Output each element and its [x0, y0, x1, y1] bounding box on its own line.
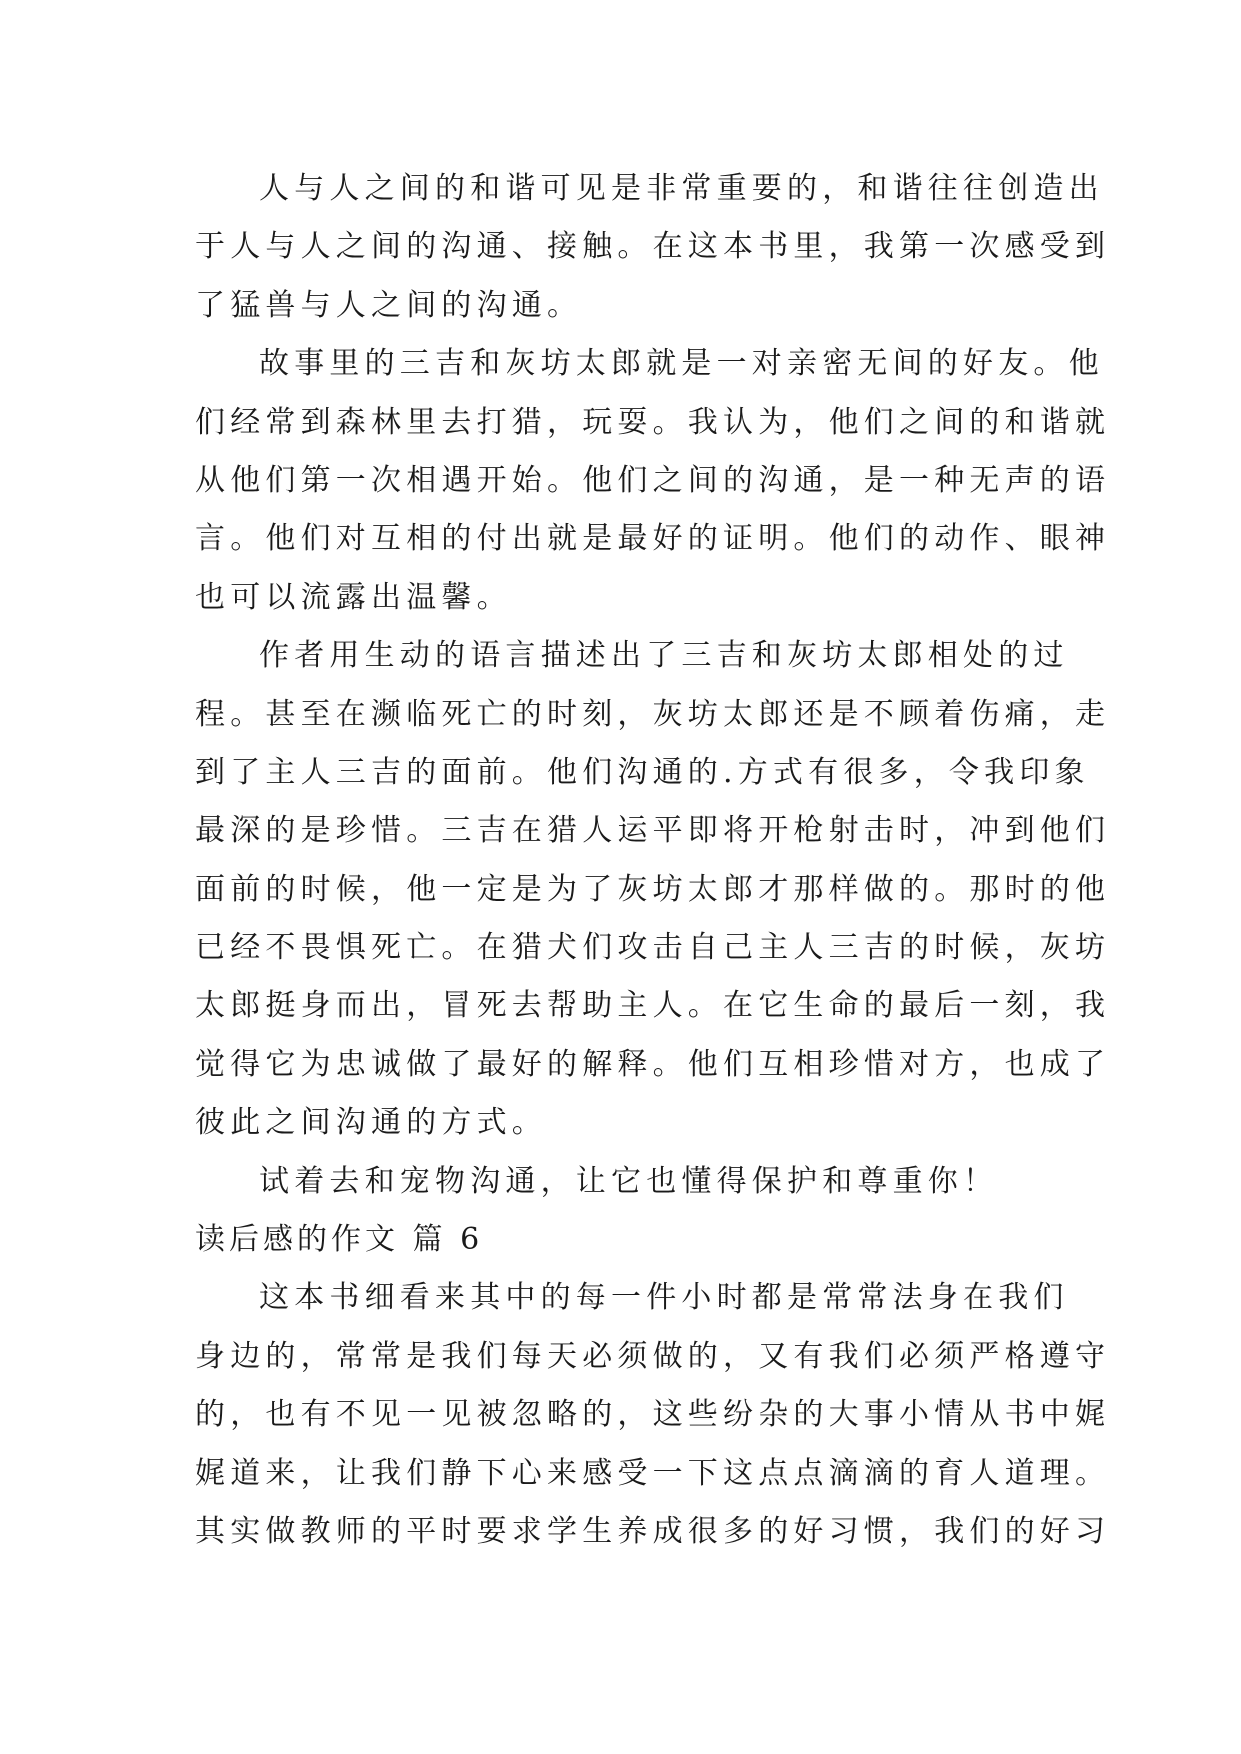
paragraph-line: 面前的时候，他一定是为了灰坊太郎才那样做的。那时的他 — [195, 871, 1111, 907]
paragraph-line: 到了主人三吉的面前。他们沟通的.方式有很多，令我印象 — [195, 754, 1090, 790]
paragraph-line: 作者用生动的语言描述出了三吉和灰坊太郎相处的过 — [259, 638, 1069, 674]
paragraph-line: 身边的，常常是我们每天必须做的，又有我们必须严格遵守 — [195, 1338, 1111, 1374]
paragraph-line: 其实做教师的平时要求学生养成很多的好习惯，我们的好习 — [195, 1513, 1111, 1549]
paragraph-line: 故事里的三吉和灰坊太郎就是一对亲密无间的好友。他 — [259, 346, 1104, 382]
paragraph-line: 彼此之间沟通的方式。 — [195, 1105, 547, 1141]
body-text — [195, 160, 1111, 1561]
paragraph-line: 试着去和宠物沟通，让它也懂得保护和尊重你！ — [259, 1163, 999, 1199]
paragraph-line: 太郎挺身而出，冒死去帮助主人。在它生命的最后一刻，我 — [195, 988, 1111, 1024]
section-heading: 读后感的作文 篇 6 — [195, 1222, 484, 1258]
paragraph-line: 觉得它为忠诚做了最好的解释。他们互相珍惜对方，也成了 — [195, 1046, 1111, 1082]
paragraph-line: 已经不畏惧死亡。在猎犬们攻击自己主人三吉的时候，灰坊 — [195, 930, 1111, 966]
paragraph-line: 最深的是珍惜。三吉在猎人运平即将开枪射击时，冲到他们 — [195, 813, 1111, 849]
paragraph-line: 这本书细看来其中的每一件小时都是常常法身在我们 — [259, 1280, 1069, 1316]
paragraph-line: 了猛兽与人之间的沟通。 — [195, 287, 583, 323]
paragraph-line: 娓道来，让我们静下心来感受一下这点点滴滴的育人道理。 — [195, 1455, 1111, 1491]
paragraph-line: 程。甚至在濒临死亡的时刻，灰坊太郎还是不顾着伤痛，走 — [195, 696, 1111, 732]
paragraph-line: 于人与人之间的沟通、接触。在这本书里，我第一次感受到 — [195, 229, 1111, 265]
paragraph-line: 从他们第一次相遇开始。他们之间的沟通，是一种无声的语 — [195, 462, 1111, 498]
paragraph-line: 们经常到森林里去打猎，玩耍。我认为，他们之间的和谐就 — [195, 404, 1111, 440]
paragraph-line: 的，也有不见一见被忽略的，这些纷杂的大事小情从书中娓 — [195, 1397, 1111, 1433]
paragraph-line: 人与人之间的和谐可见是非常重要的，和谐往往创造出 — [259, 171, 1104, 206]
paragraph-line: 言。他们对互相的付出就是最好的证明。他们的动作、眼神 — [195, 521, 1111, 557]
paragraph-line: 也可以流露出温馨。 — [195, 579, 512, 615]
